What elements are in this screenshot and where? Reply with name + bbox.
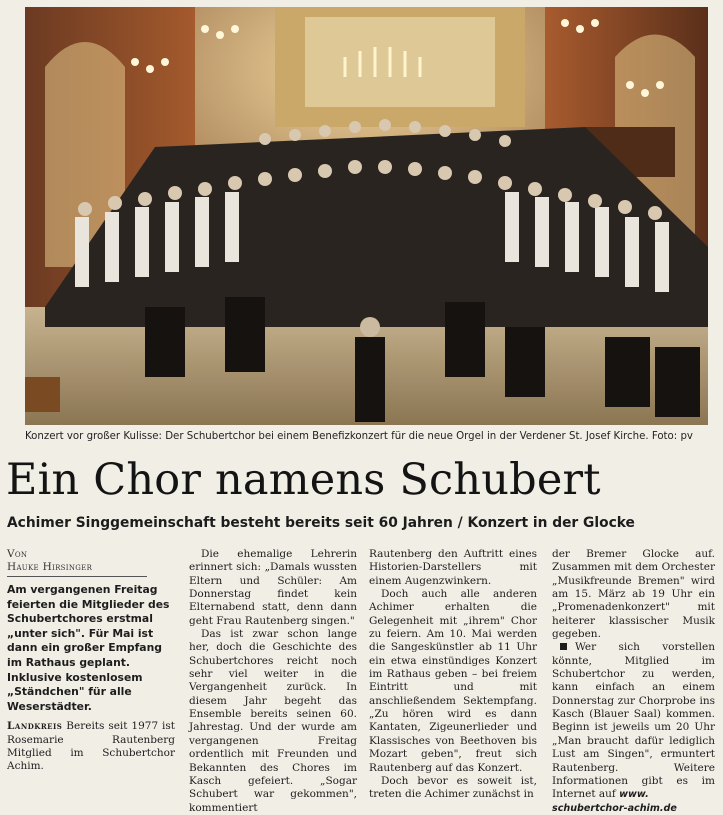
byline-von: Von xyxy=(7,548,28,560)
website-www: www. xyxy=(619,789,649,801)
article-column-4 xyxy=(552,548,715,814)
concert-photo xyxy=(25,7,708,425)
column-4-paragraph-2 xyxy=(552,641,715,814)
subheadline: Achimer Singgemeinschaft besteht bereits seit 60 Jahren / Konzert in der Glocke xyxy=(7,515,635,531)
dateline: Landkreis xyxy=(7,720,63,733)
column-1-text: Bereits seit 1977 ist Rosemarie Rautenberg Mitglied im Schubertchor Achim. xyxy=(7,720,176,773)
byline-divider xyxy=(7,576,147,577)
column-3-paragraph-2: Doch auch alle anderen Achimer erhalten die Gelegenheit mit „ihrem" Chor zu feiern. Am 10. Mai werden die Sangeskünstler ab 11 Uhr ein etwa einstündiges Konzert im Rathaus geben – bei freiem Eintritt und mit anschließendem Sektempfang. „Zu hören wird es dann Kantaten, Zigeunerlieder und Klassisches von Beethoven bis Mozart geben", freut sich Rautenberg auf das Konzert. xyxy=(369,588,537,774)
column-4-paragraph-1: der Bremer Glocke auf. Zusammen mit dem Orchester „Musikfreunde Bremen" wird am 15. März ab 19 Uhr ein „Promenadenkonzert" mit heiterer klassischer Musik gegeben. xyxy=(552,548,715,641)
website-link[interactable]: schubertchor-achim.de xyxy=(552,802,677,814)
column-4-text: Wer sich vorstellen könnte, Mitglied im Schubertchor zu werden, kann einfach an einem Donnerstag zur Chorprobe ins Kasch (Blauer Saal) kommen. Beginn ist jeweils um 20 Uhr „Man braucht dafür lediglich Lust am Singen", ermuntert Rautenberg. Weitere Informationen gibt es im Internet auf xyxy=(552,641,715,801)
column-1-paragraph xyxy=(7,720,175,773)
column-2-paragraph-1: Die ehemalige Lehrerin erinnert sich: „Damals wussten Eltern und Schüler: Am Donnerstag findet kein Elternabend statt, denn dann geht Frau Rautenberg singen." xyxy=(189,548,357,627)
column-3-paragraph-3: Doch bevor es soweit ist, treten die Achimer zunächst in xyxy=(369,774,537,801)
photo-caption: Konzert vor großer Kulisse: Der Schubertchor bei einem Benefizkonzert für die neue Orgel in der Verdener St. Josef Kirche. Foto: pv xyxy=(25,431,693,442)
column-3-paragraph-1: Rautenberg den Auftritt eines Historien-Darstellers mit einem Augenzwinkern. xyxy=(369,548,537,587)
headline: Ein Chor namens Schubert xyxy=(6,455,601,505)
article-column-2 xyxy=(189,548,357,814)
article-column-1 xyxy=(7,548,175,798)
bullet-square-icon xyxy=(560,643,567,650)
choir-concert-image xyxy=(25,7,708,425)
article-teaser: Am vergangenen Freitag feierten die Mitglieder des Schubertchores erstmal „unter sich". Für Mai ist dann ein großer Empfang im Rathaus geplant. Inklusive kostenlosem „Ständchen" für alle Weserstädter. xyxy=(7,583,170,713)
byline-author: Hauke Hirsinger xyxy=(7,560,93,573)
column-2-paragraph-2: Das ist zwar schon lange her, doch die Geschichte des Schubertchores reicht noch sehr viel weiter in die Vergangenheit zurück. In diesem Jahr begeht das Ensemble bereits seinen 60. Jahrestag. Und der wurde am vergangenen Freitag ordentlich mit Freunden und Bekannten des Chores im Kasch gefeiert. „Sogar Schubert war gekommen", kommentiert xyxy=(189,628,357,814)
article-column-3 xyxy=(369,548,537,801)
